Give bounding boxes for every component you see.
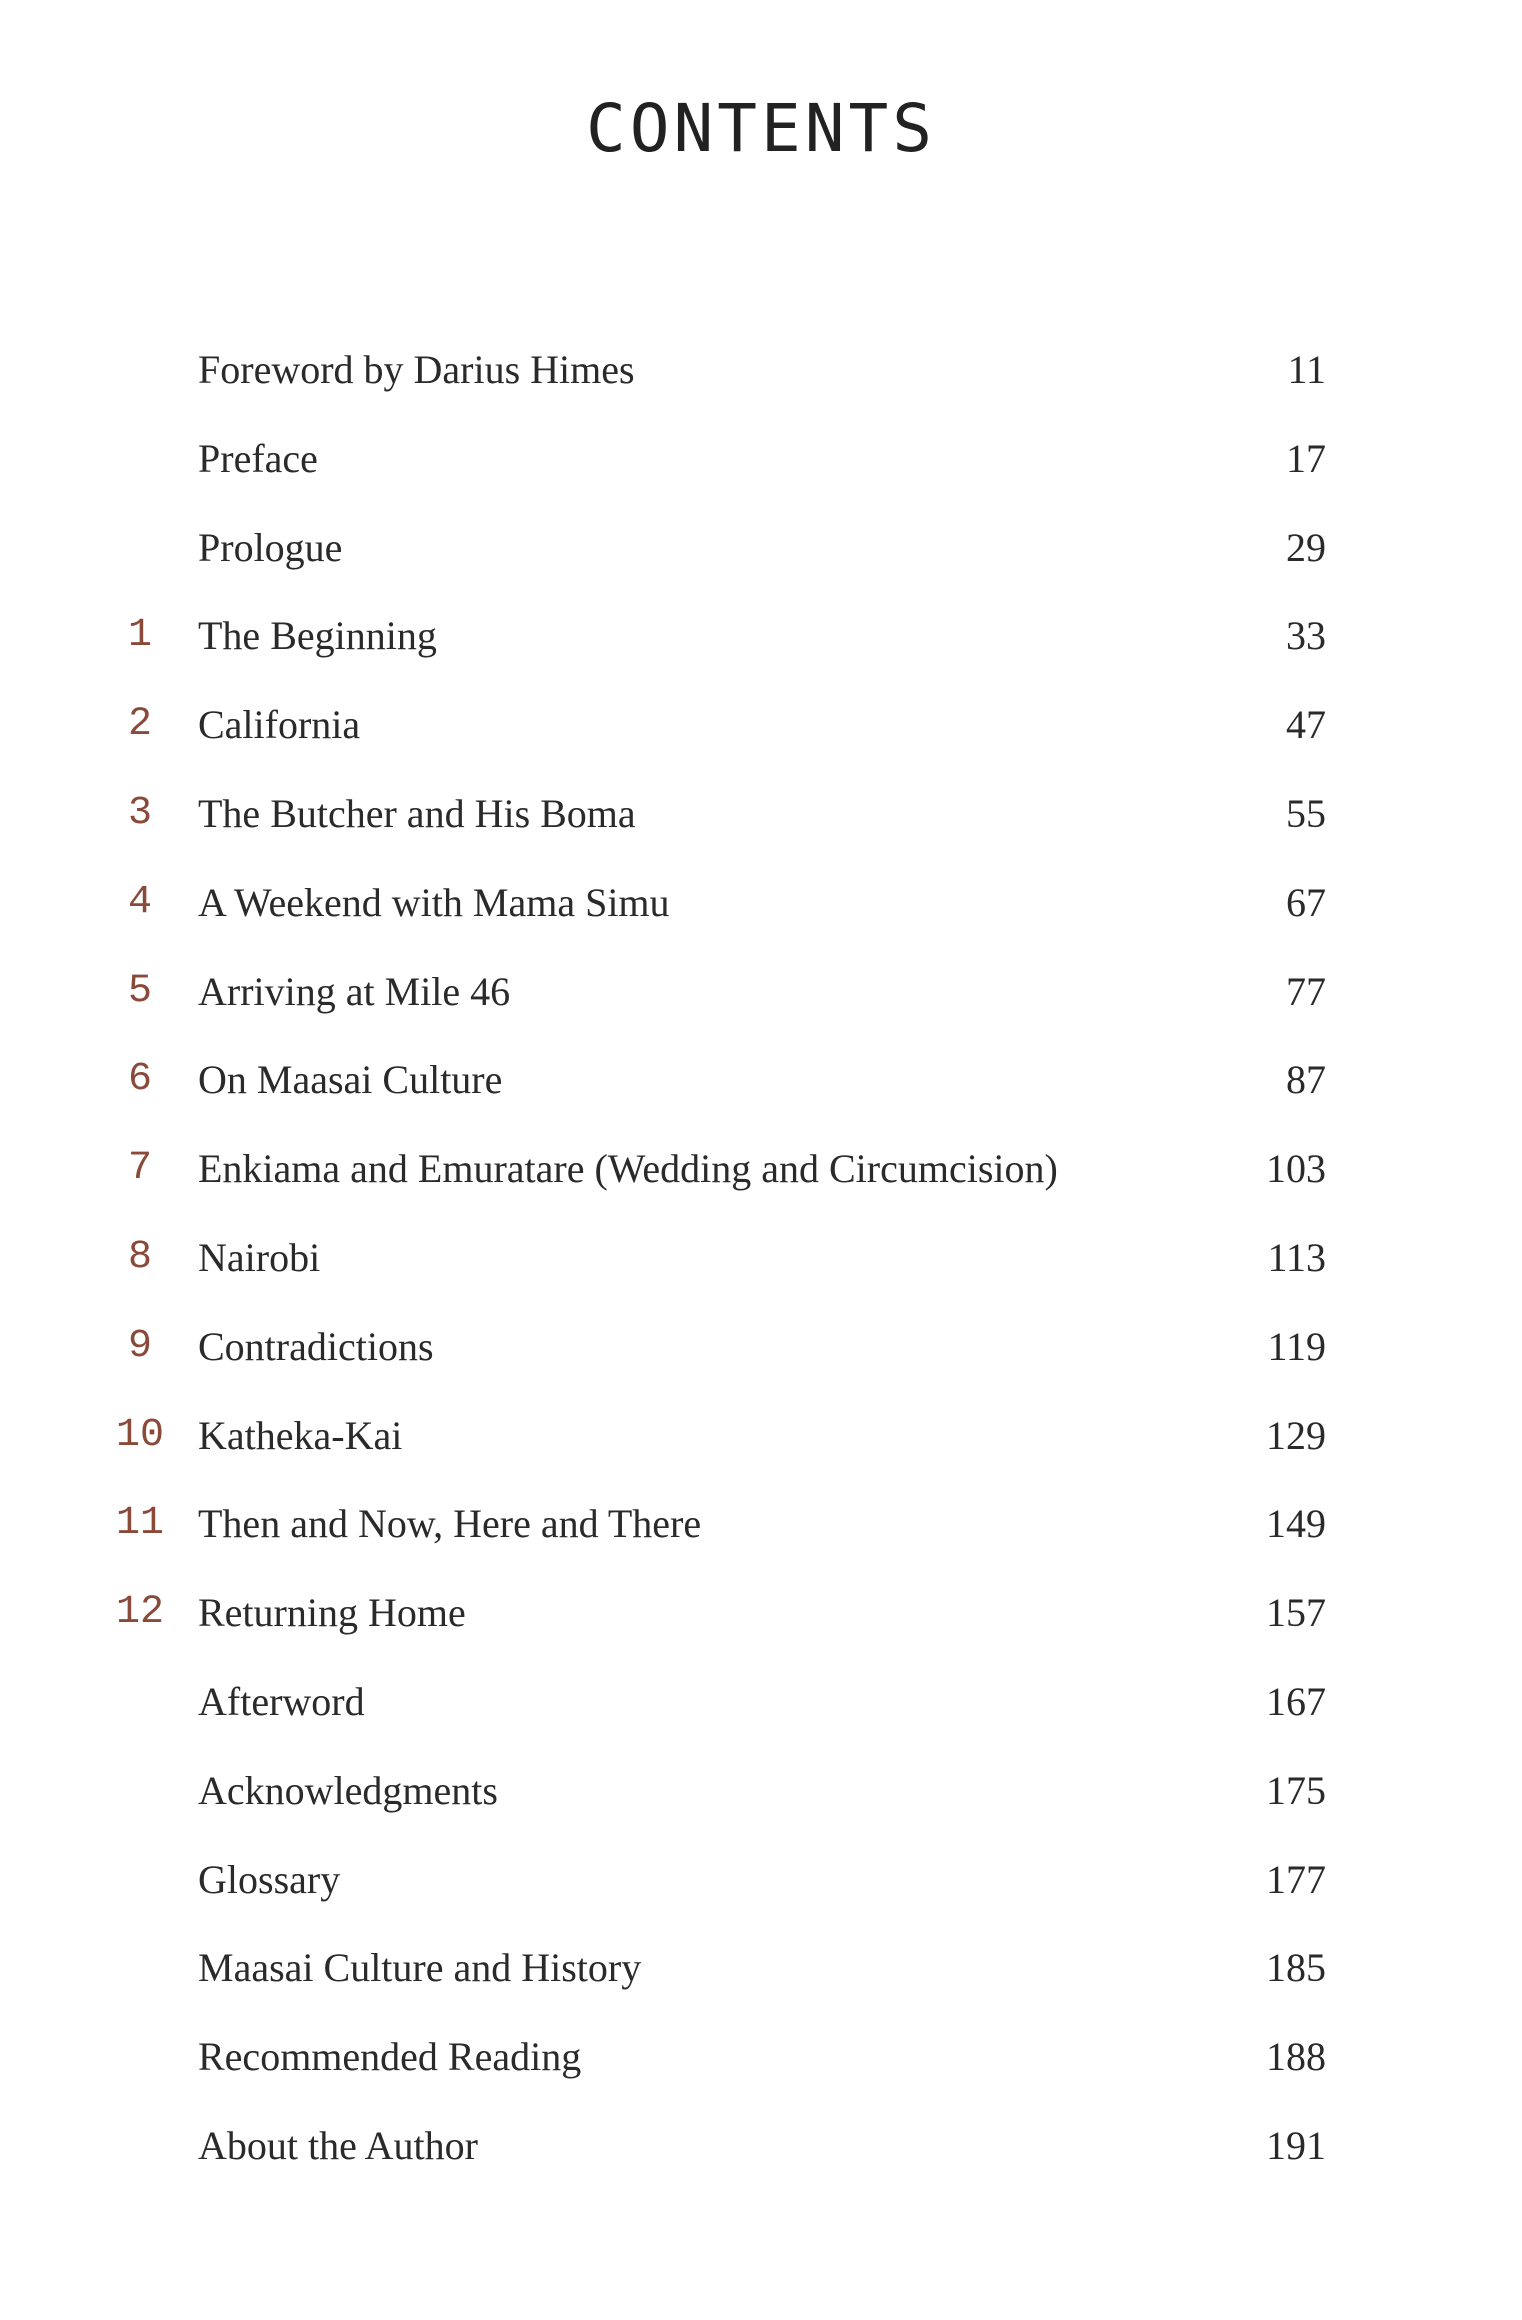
toc-entry-title: Foreword by Darius Himes (198, 347, 635, 392)
toc-entry (0, 1050, 1522, 1110)
toc-entry-title: Katheka-Kai (198, 1412, 403, 1458)
toc-entry (0, 1494, 1522, 1554)
toc-entry (0, 1406, 1522, 1466)
toc-chapter-number: 5 (127, 968, 152, 1014)
toc-entry-title: California (198, 702, 361, 748)
toc-page-number: 11 (1287, 347, 1326, 392)
toc-entry (0, 518, 1522, 578)
toc-page-number: 113 (1267, 1235, 1326, 1280)
toc-entry-title: Returning Home (198, 1590, 466, 1636)
toc-page-number: 87 (1286, 1057, 1326, 1103)
toc-entry-title: Maasai Culture and History (198, 1945, 642, 1991)
toc-chapter-number: 9 (127, 1323, 152, 1369)
toc-entry (0, 2116, 1522, 2176)
toc-entry (0, 1850, 1522, 1910)
toc-entry (0, 1672, 1522, 1732)
toc-entry-title: Recommended Reading (198, 2034, 582, 2080)
toc-entry-title: Afterword (198, 1679, 365, 1724)
toc-entry (0, 1761, 1522, 1821)
toc-entry-title: Glossary (198, 1856, 341, 1902)
toc-entry (0, 784, 1522, 844)
toc-page-number: 119 (1267, 1323, 1326, 1369)
toc-page-number: 177 (1266, 1856, 1326, 1902)
toc-entry-title: A Weekend with Mama Simu (198, 879, 670, 925)
toc-entry (0, 962, 1522, 1022)
toc-page-number: 191 (1266, 2123, 1326, 2168)
page-title: CONTENTS (586, 90, 936, 167)
toc-entry-title: Enkiama and Emuratare (Wedding and Circumcision) (198, 1146, 1058, 1192)
toc-page-number: 103 (1266, 1146, 1326, 1192)
toc-entry (0, 606, 1522, 666)
toc-entry (0, 695, 1522, 755)
toc-chapter-number: 2 (127, 702, 152, 748)
toc-entry (0, 873, 1522, 933)
toc-page-number: 167 (1266, 1679, 1326, 1724)
toc-entry-title: Acknowledgments (198, 1767, 498, 1813)
toc-entry-title: Prologue (198, 524, 343, 570)
toc-chapter-number: 7 (127, 1146, 152, 1192)
toc-page-number: 185 (1266, 1945, 1326, 1991)
toc-chapter-number: 8 (127, 1235, 152, 1280)
toc-entry-title: About the Author (198, 2123, 478, 2168)
toc-page-number: 33 (1286, 613, 1326, 659)
toc-page-number: 47 (1286, 702, 1326, 748)
toc-chapter-number: 3 (127, 791, 152, 836)
table-of-contents (0, 340, 1522, 2190)
toc-entry (0, 429, 1522, 489)
toc-chapter-number: 1 (127, 613, 152, 659)
toc-entry-title: Preface (198, 435, 318, 481)
toc-page-number: 157 (1266, 1590, 1326, 1636)
toc-entry-title: Then and Now, Here and There (198, 1501, 702, 1547)
toc-page-number: 149 (1266, 1501, 1326, 1547)
toc-page-number: 17 (1286, 435, 1326, 481)
toc-entry-title: The Beginning (198, 613, 437, 659)
toc-page-number: 129 (1266, 1412, 1326, 1458)
toc-chapter-number: 11 (115, 1501, 164, 1547)
toc-entry-title: On Maasai Culture (198, 1057, 503, 1103)
toc-entry (0, 1228, 1522, 1288)
toc-entry (0, 1317, 1522, 1377)
toc-page-number: 77 (1286, 968, 1326, 1014)
toc-chapter-number: 4 (127, 879, 152, 925)
toc-page-number: 188 (1266, 2034, 1326, 2080)
toc-chapter-number: 6 (127, 1057, 152, 1103)
toc-entry (0, 1583, 1522, 1643)
toc-entry-title: Arriving at Mile 46 (198, 968, 511, 1014)
toc-entry (0, 2027, 1522, 2087)
toc-entry (0, 1938, 1522, 1998)
toc-entry-title: Nairobi (198, 1235, 321, 1280)
toc-chapter-number: 10 (115, 1412, 164, 1458)
toc-entry-title: Contradictions (198, 1323, 434, 1369)
toc-chapter-number: 12 (115, 1590, 164, 1636)
toc-entry (0, 1139, 1522, 1199)
toc-page-number: 55 (1286, 791, 1326, 836)
toc-page-number: 29 (1286, 524, 1326, 570)
toc-page-number: 175 (1266, 1767, 1326, 1813)
toc-entry (0, 340, 1522, 400)
toc-page-number: 67 (1286, 879, 1326, 925)
toc-entry-title: The Butcher and His Boma (198, 791, 636, 836)
